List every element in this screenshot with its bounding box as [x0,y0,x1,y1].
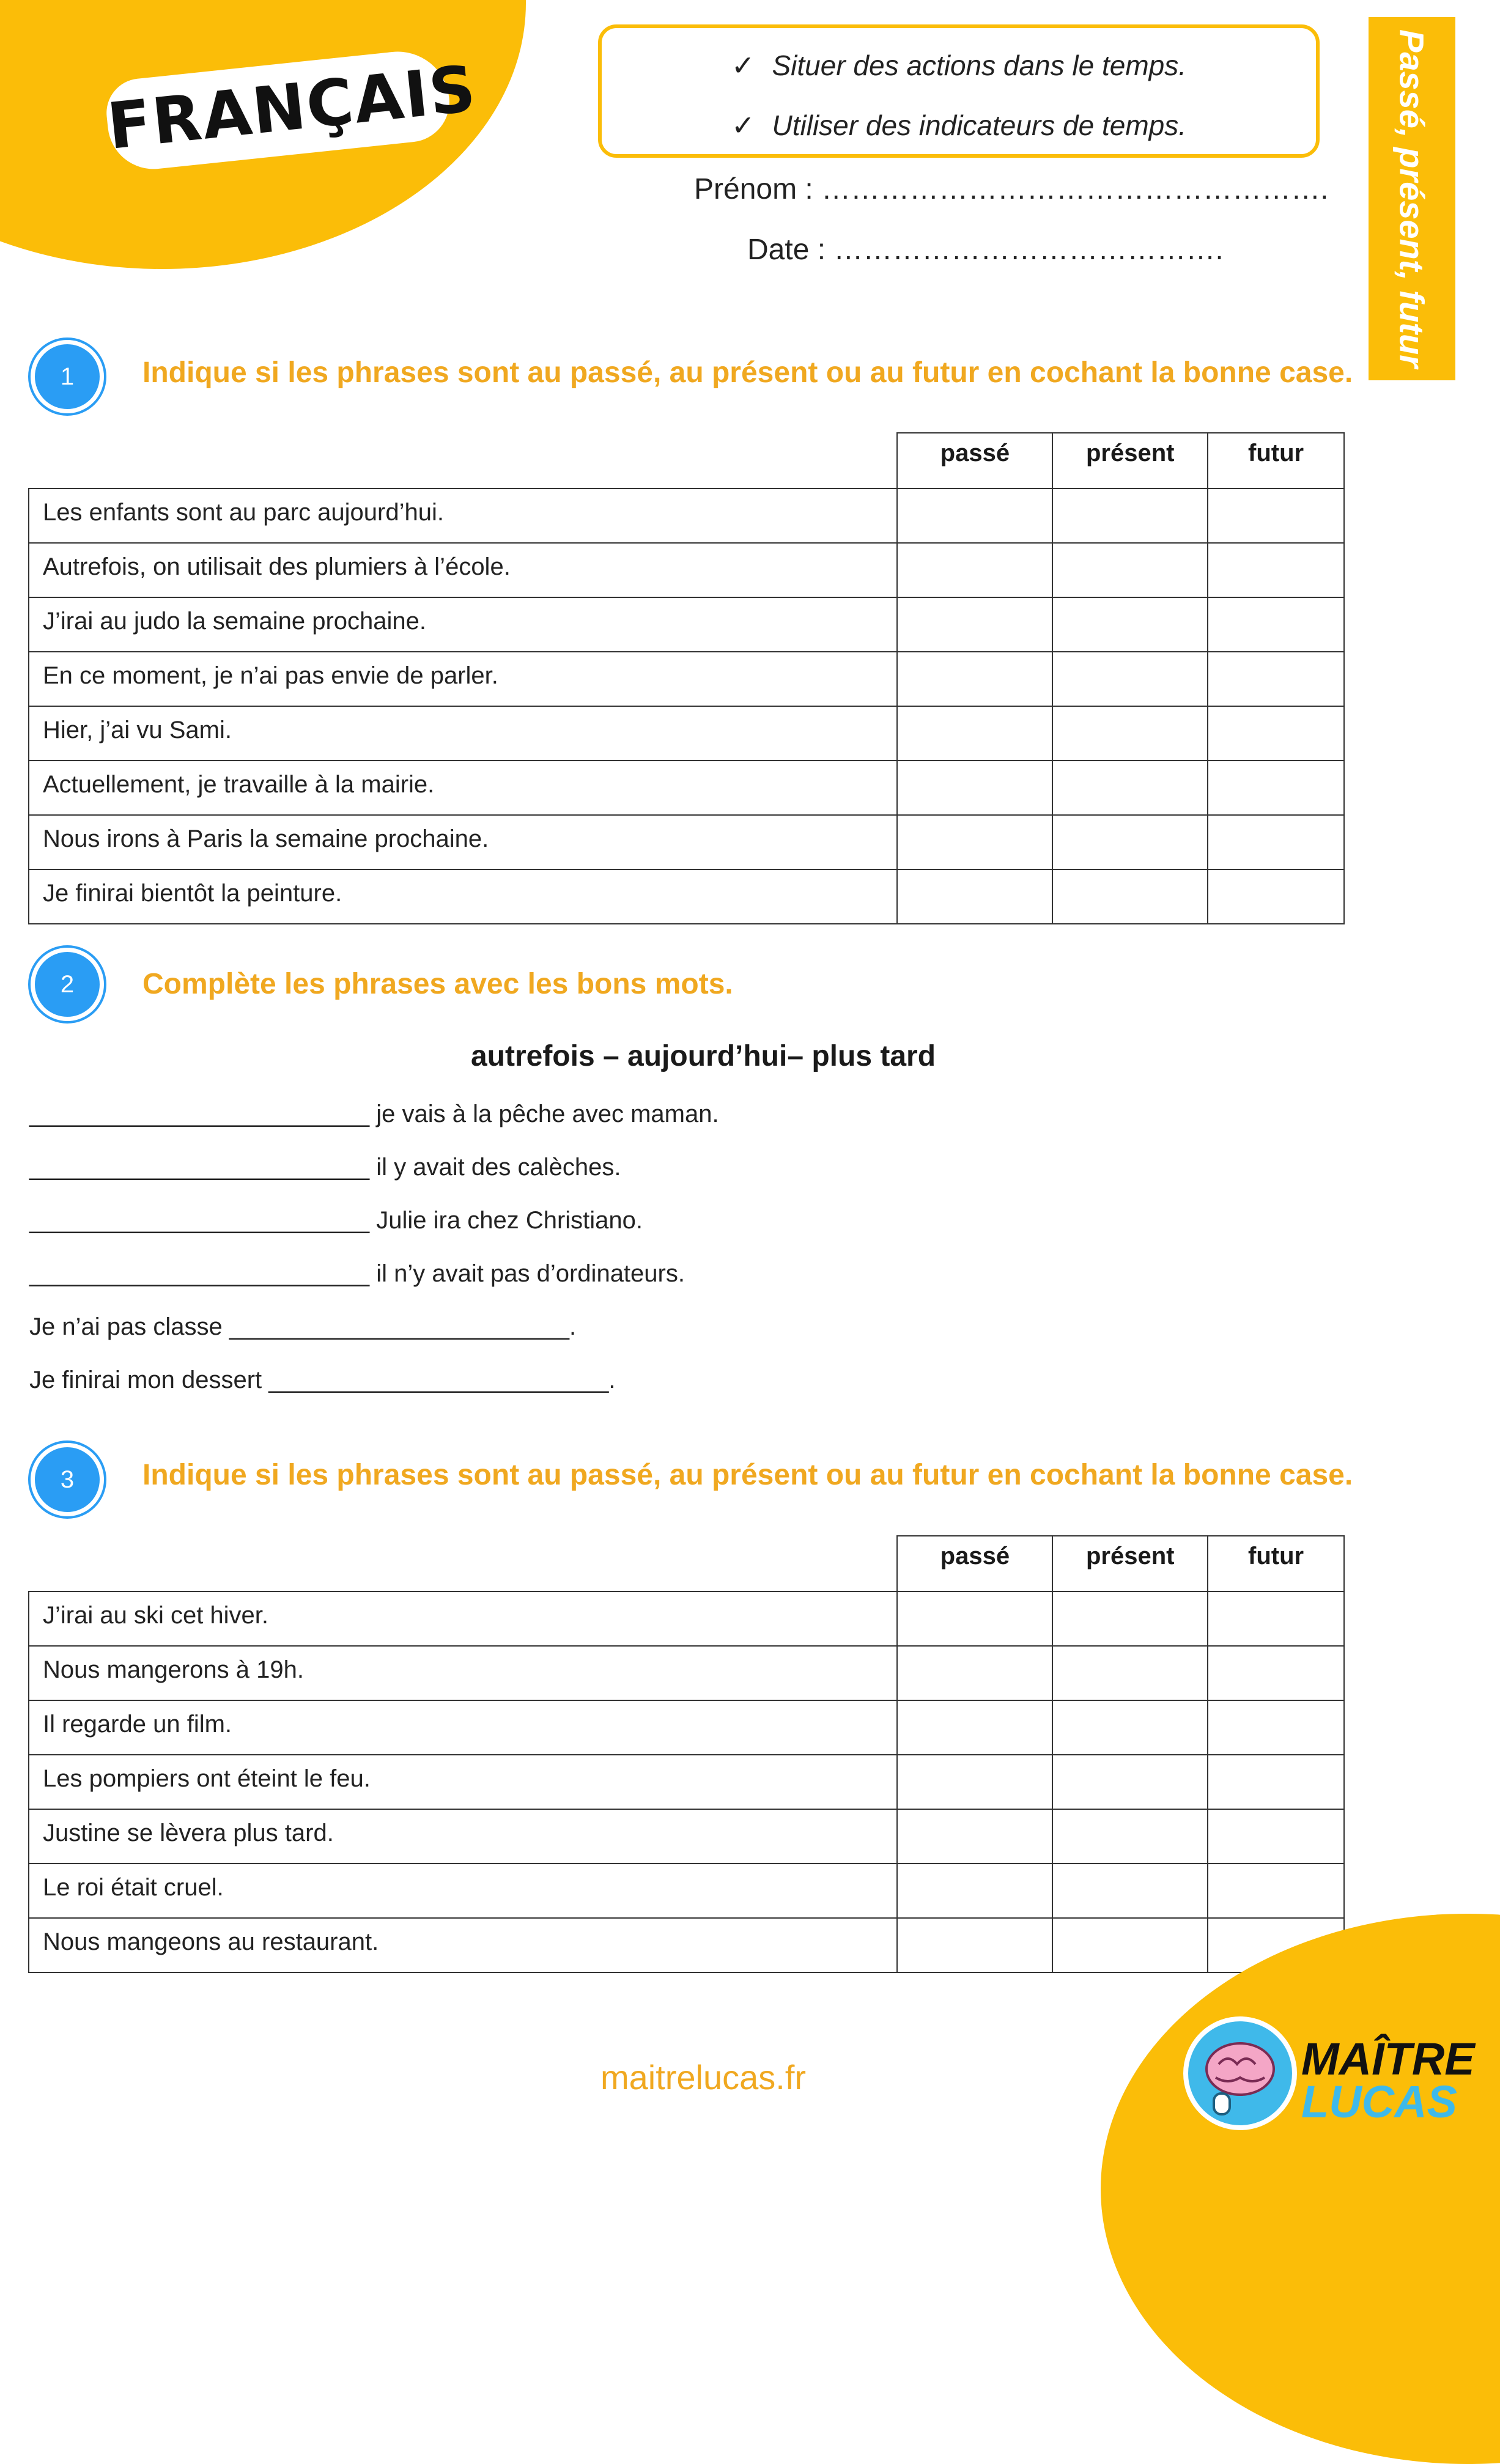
checkbox-futur[interactable] [1208,761,1344,815]
table-row [29,1809,1344,1864]
date-field[interactable]: Date : …………………………………. [747,234,1224,266]
brain-icon [1183,2016,1297,2130]
sentence: Nous mangerons à 19h. [29,1646,897,1700]
checkbox-present[interactable] [1052,1918,1208,1972]
sentence: En ce moment, je n’ai pas envie de parler. [29,652,897,706]
checkbox-present[interactable] [1052,869,1208,924]
logo-text: FRANÇAIS [104,51,480,164]
table-row [29,1755,1344,1809]
exercise-3-title: Indique si les phrases sont au passé, au présent ou au futur en cochant la bonne case. [142,1459,1353,1491]
sentence: J’irai au judo la semaine prochaine. [29,597,897,652]
francais-logo [104,51,480,164]
checkbox-passe[interactable] [897,706,1052,761]
sentence: Autrefois, on utilisait des plumiers à l’école. [29,543,897,597]
side-banner-text: Passé, présent, futur [1392,29,1432,368]
checkbox-futur[interactable] [1208,1809,1344,1864]
header-spacer [29,433,897,489]
checkbox-present[interactable] [1052,652,1208,706]
sentence: Je finirai bientôt la peinture. [29,869,897,924]
sentence: Le roi était cruel. [29,1864,897,1918]
checkbox-futur[interactable] [1208,1646,1344,1700]
checkbox-present[interactable] [1052,1592,1208,1646]
side-banner [1369,17,1455,380]
fill-line-5[interactable]: Je n’ai pas classe _________________________. [29,1313,577,1340]
brand-lucas: LUCAS [1301,2076,1457,2127]
header-spacer [29,1536,897,1592]
checkbox-passe[interactable] [897,1864,1052,1918]
objective-1 [602,49,1316,82]
checkbox-passe[interactable] [897,489,1052,543]
checkbox-present[interactable] [1052,1646,1208,1700]
table-row [29,815,1344,869]
checkbox-futur[interactable] [1208,815,1344,869]
exercise-3-table [28,1535,1345,1973]
exercise-3-number: 3 [31,1443,104,1516]
checkbox-futur[interactable] [1208,597,1344,652]
objective-2-text: Utiliser des indicateurs de temps. [772,109,1187,141]
sentence: Actuellement, je travaille à la mairie. [29,761,897,815]
checkbox-futur[interactable] [1208,1755,1344,1809]
checkbox-present[interactable] [1052,1700,1208,1755]
exercise-2-number: 2 [31,948,104,1021]
checkbox-passe[interactable] [897,1646,1052,1700]
checkbox-passe[interactable] [897,1592,1052,1646]
checkbox-passe[interactable] [897,597,1052,652]
sentence: Les pompiers ont éteint le feu. [29,1755,897,1809]
table-header-row [29,1536,1344,1592]
checkbox-present[interactable] [1052,761,1208,815]
exercise-1-number: 1 [31,340,104,413]
checkbox-present[interactable] [1052,1864,1208,1918]
table-row [29,1646,1344,1700]
checkbox-present[interactable] [1052,1755,1208,1809]
fill-line-3[interactable]: _________________________ Julie ira chez Christiano. [29,1207,643,1234]
checkbox-futur[interactable] [1208,543,1344,597]
column-header-passe: passé [897,1536,1052,1592]
table-row [29,1700,1344,1755]
checkbox-present[interactable] [1052,706,1208,761]
check-icon: ✓ [731,109,755,141]
checkbox-futur[interactable] [1208,652,1344,706]
table-row [29,869,1344,924]
checkbox-futur[interactable] [1208,1700,1344,1755]
sentence: Nous mangeons au restaurant. [29,1918,897,1972]
exercise-2-title: Complète les phrases avec les bons mots. [142,968,733,1000]
fill-line-1[interactable]: _________________________ je vais à la pêche avec maman. [29,1101,719,1127]
objectives-box [598,24,1320,158]
column-header-futur: futur [1208,433,1344,489]
checkbox-futur[interactable] [1208,1864,1344,1918]
sentence: Justine se lèvera plus tard. [29,1809,897,1864]
exercise-1-title: Indique si les phrases sont au passé, au présent ou au futur en cochant la bonne case. [142,356,1353,389]
sentence: Nous irons à Paris la semaine prochaine. [29,815,897,869]
footer-yellow-blob [1101,1914,1500,2464]
checkbox-futur[interactable] [1208,869,1344,924]
table-row [29,761,1344,815]
checkbox-passe[interactable] [897,1700,1052,1755]
table-row [29,706,1344,761]
fill-line-4[interactable]: _________________________ il n’y avait pas d’ordinateurs. [29,1260,685,1287]
checkbox-present[interactable] [1052,489,1208,543]
check-icon: ✓ [731,50,755,81]
checkbox-passe[interactable] [897,869,1052,924]
sentence: J’irai au ski cet hiver. [29,1592,897,1646]
column-header-present: présent [1052,1536,1208,1592]
checkbox-present[interactable] [1052,1809,1208,1864]
prenom-field[interactable]: Prénom : ……………………………………………. [694,173,1329,205]
sentence: Les enfants sont au parc aujourd’hui. [29,489,897,543]
table-row [29,1864,1344,1918]
table-header-row [29,433,1344,489]
checkbox-passe[interactable] [897,652,1052,706]
table-row [29,1918,1344,1972]
checkbox-futur[interactable] [1208,489,1344,543]
checkbox-present[interactable] [1052,543,1208,597]
exercise-1-table [28,432,1345,924]
table-row [29,489,1344,543]
table-row [29,1592,1344,1646]
checkbox-passe[interactable] [897,1809,1052,1864]
column-header-futur: futur [1208,1536,1344,1592]
table-row [29,597,1344,652]
checkbox-passe[interactable] [897,761,1052,815]
checkbox-passe[interactable] [897,543,1052,597]
sentence: Hier, j’ai vu Sami. [29,706,897,761]
objective-2 [602,109,1316,142]
table-row [29,652,1344,706]
column-header-passe: passé [897,433,1052,489]
checkbox-passe[interactable] [897,1755,1052,1809]
word-bank: autrefois – aujourd’hui– plus tard [470,1040,936,1072]
checkbox-present[interactable] [1052,815,1208,869]
checkbox-futur[interactable] [1208,706,1344,761]
brand-maitre: MAÎTRE [1301,2034,1475,2084]
table-row [29,543,1344,597]
checkbox-passe[interactable] [897,1918,1052,1972]
checkbox-futur[interactable] [1208,1592,1344,1646]
checkbox-passe[interactable] [897,815,1052,869]
objective-1-text: Situer des actions dans le temps. [772,50,1187,81]
checkbox-present[interactable] [1052,597,1208,652]
sentence: Il regarde un film. [29,1700,897,1755]
fill-line-6[interactable]: Je finirai mon dessert _________________________. [29,1367,616,1393]
column-header-present: présent [1052,433,1208,489]
footer-url-link[interactable]: maitrelucas.fr [600,2058,807,2097]
fill-line-2[interactable]: _________________________ il y avait des calèches. [29,1154,621,1181]
